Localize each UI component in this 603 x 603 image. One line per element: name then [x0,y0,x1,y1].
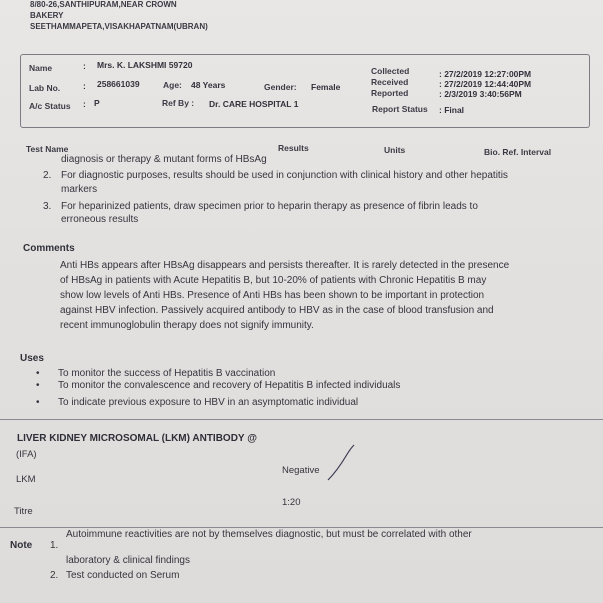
col-results: Results [278,143,309,153]
note-heading: Note [10,540,33,551]
uses-item-1: • To monitor the success of Hepatitis B vaccination [36,368,276,379]
age-label: Age: [163,80,182,90]
lkm-row-result: Negative [282,465,320,476]
note-item3-line2: erroneous results [61,214,139,225]
comments-line-5: recent immunoglobulin therapy does not signify immunity. [60,320,314,331]
status-sep: : [83,99,86,109]
uses-item-2-text: To monitor the convalescence and recovery of Hepatitis B infected individuals [58,380,401,391]
col-units: Units [384,145,406,155]
address-line-2: BAKERY [30,11,64,20]
gender-label: Gender: [264,82,297,92]
status-label: A/c Status [29,101,71,111]
comments-line-2: of HBsAg in patients with Acute Hepatitis B, but 10-20% of patients with Chronic Hepatitis B may [60,275,487,286]
address-line-3: SEETHAMMAPETA,VISAKHAPATNAM(UBRAN) [30,22,208,31]
name-sep: : [83,61,86,71]
pen-tick-mark [326,444,356,484]
section-divider-1 [0,419,603,420]
ref-by-value: Dr. CARE HOSPITAL 1 [209,99,299,109]
status-value: P [94,98,100,108]
reported-value: : 2/3/2019 3:40:56PM [439,89,522,99]
report-status-label: Report Status [372,104,428,114]
report-status-value: : Final [439,105,465,115]
collected-value: : 27/2/2019 12:27:00PM [439,69,532,79]
note-item3-num: 3. [43,201,52,212]
note-item2-num: 2. [50,570,59,581]
note-item3-line1: For heparinized patients, draw specimen prior to heparin therapy as presence of fibrin leads to [61,201,478,212]
note-item2-num: 2. [43,170,52,181]
note-item2-line2: markers [61,184,98,195]
patient-info-box [20,54,590,128]
uses-item-3: • To indicate previous exposure to HBV in an asymptomatic individual [36,397,359,408]
age-value: 48 Years [191,80,226,90]
lkm-row-name: LKM [16,474,36,485]
reported-label: Reported [371,88,409,98]
received-label: Received [371,77,409,87]
col-test-name: Test Name [26,144,69,154]
titre-row-name: Titre [14,506,33,517]
lkm-test-title: LIVER KIDNEY MICROSOMAL (LKM) ANTIBODY @ [17,433,257,444]
lab-no-value: 258661039 [97,79,140,89]
collected-label: Collected [371,66,410,76]
note-item1-cont: diagnosis or therapy & mutant forms of HBsAg [61,154,267,165]
comments-line-3: show low levels of Anti HBs. Presence of Anti HBs has been shown to be important in protection [60,290,485,301]
address-line-1: 8/80-26,SANTHIPURAM,NEAR CROWN [30,0,177,9]
uses-item-2: • To monitor the convalescence and recovery of Hepatitis B infected individuals [36,380,401,391]
note-item1-num: 1. [50,540,59,551]
gender-value: Female [311,82,341,92]
lab-no-label: Lab No. [29,83,61,93]
col-bio-ref: Bio. Ref. Interval [484,147,552,157]
note-item1-line2: laboratory & clinical findings [66,555,190,566]
uses-heading: Uses [20,353,44,364]
titre-row-result: 1:20 [282,497,301,508]
lab-no-sep: : [83,81,86,91]
note-item1-line1: Autoimmune reactivities are not by themselves diagnostic, but must be correlated with other [66,529,472,540]
patient-name: Mrs. K. LAKSHMI 59720 [97,60,193,70]
comments-line-1: Anti HBs appears after HBsAg disappears and persists thereafter. It is rarely detected in the presence [60,260,510,271]
lkm-method: (IFA) [16,449,37,460]
uses-item-1-text: To monitor the success of Hepatitis B vaccination [58,368,276,379]
note-item2-line1: Test conducted on Serum [66,570,180,581]
note-item2-line1: For diagnostic purposes, results should be used in conjunction with clinical history and other hepatitis [61,170,508,181]
received-value: : 27/2/2019 12:44:40PM [439,79,532,89]
comments-line-4: against HBV infection. Passively acquired antibody to HBV as in the case of blood transfusion and [60,305,494,316]
name-label: Name [29,63,53,73]
ref-by-label: Ref By : [162,98,195,108]
comments-heading: Comments [23,243,75,254]
uses-item-3-text: To indicate previous exposure to HBV in an asymptomatic individual [58,397,359,408]
